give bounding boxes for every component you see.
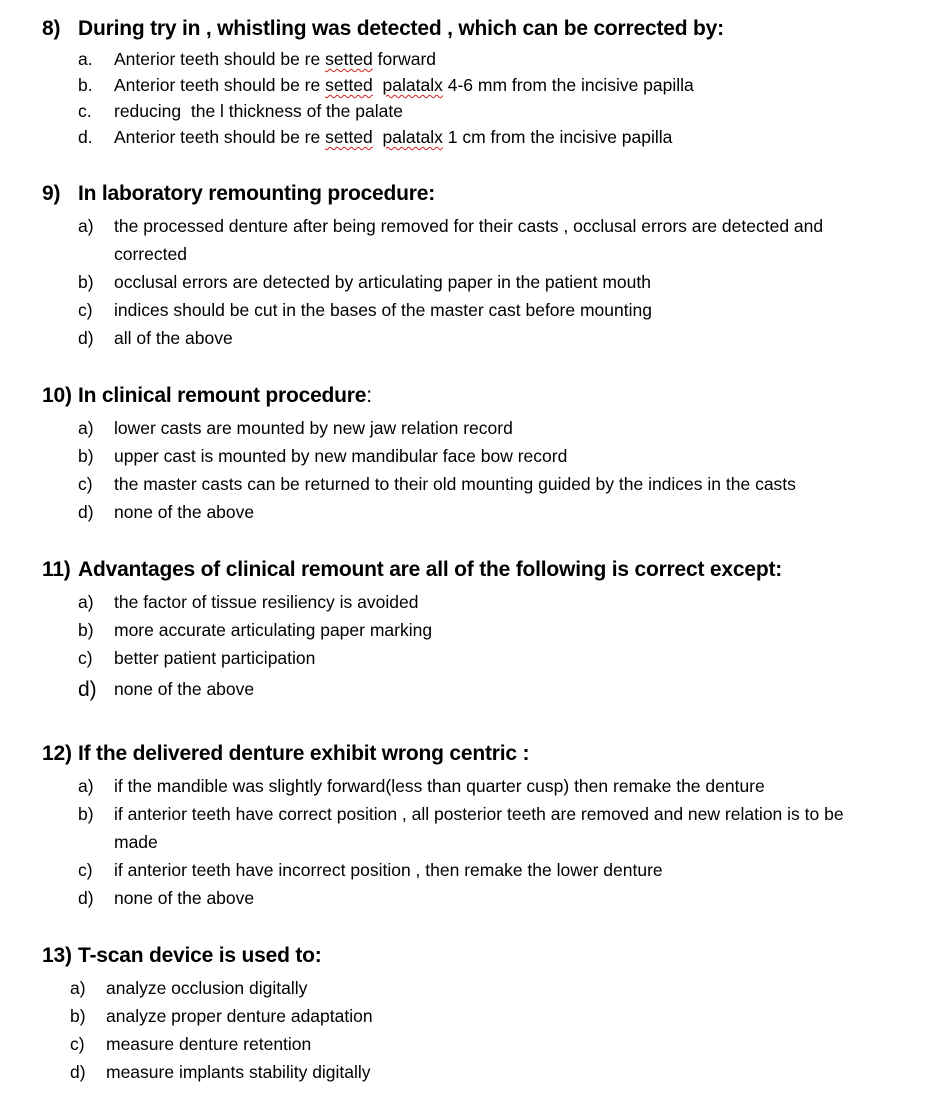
option-text: occlusal errors are detected by articulating paper in the patient mouth — [114, 272, 651, 292]
option-text: lower casts are mounted by new jaw relation record — [114, 418, 513, 438]
question-title — [42, 556, 874, 584]
question-12 — [42, 740, 874, 912]
option-b — [42, 268, 874, 296]
option-c — [42, 644, 874, 672]
option-text: better patient participation — [114, 648, 316, 668]
option-d — [42, 884, 874, 912]
spellcheck-word: palatalx — [382, 75, 443, 95]
option-label: c) — [78, 648, 93, 668]
option-text: if the mandible was slightly forward(less than quarter cusp) then remake the denture — [114, 776, 765, 796]
option-text: the factor of tissue resiliency is avoided — [114, 592, 419, 612]
option-label: b) — [78, 804, 94, 824]
question-text: T-scan device is used to: — [78, 944, 322, 967]
option-b — [42, 72, 874, 98]
option-d — [42, 498, 874, 526]
option-b — [42, 1002, 866, 1030]
option-a — [42, 772, 874, 800]
option-text: the processed denture after being removed for their casts , occlusal errors are detected and corrected — [114, 216, 824, 264]
option-label: d) — [78, 328, 94, 348]
option-label: b) — [78, 446, 94, 466]
option-c — [42, 856, 874, 884]
option-label: d) — [78, 678, 97, 701]
option-a — [42, 414, 874, 442]
option-a — [42, 588, 874, 616]
option-label: c) — [78, 474, 93, 494]
option-a — [42, 46, 874, 72]
option-label: c) — [70, 1034, 85, 1054]
option-text: Anterior teeth should be re setted palatalx 4-6 mm from the incisive papilla — [114, 75, 694, 95]
option-text: analyze occlusion digitally — [106, 978, 308, 998]
options-list — [42, 588, 874, 706]
spellcheck-word: palatalx — [382, 127, 443, 147]
option-text: analyze proper denture adaptation — [106, 1006, 373, 1026]
option-d — [42, 1058, 866, 1086]
option-text: measure denture retention — [106, 1034, 312, 1054]
option-a — [42, 212, 874, 268]
question-number: 12) — [42, 742, 72, 765]
question-title — [42, 942, 866, 970]
option-label: b) — [78, 620, 94, 640]
option-text: the master casts can be returned to their old mounting guided by the indices in the casts — [114, 474, 796, 494]
question-text: In clinical remount procedure — [78, 384, 367, 407]
option-d — [42, 672, 874, 706]
option-c — [42, 1030, 866, 1058]
question-title — [42, 15, 874, 43]
question-number: 11) — [42, 558, 71, 581]
options-list — [42, 772, 874, 912]
option-c — [42, 470, 874, 498]
question-11 — [42, 556, 874, 706]
option-label: d) — [78, 502, 94, 522]
option-text: more accurate articulating paper marking — [114, 620, 433, 640]
question-title — [42, 740, 874, 768]
option-label: a) — [78, 216, 94, 236]
option-text: none of the above — [114, 888, 255, 908]
question-number: 8) — [42, 17, 61, 40]
option-text: none of the above — [114, 502, 255, 522]
options-list — [42, 414, 874, 526]
question-number: 9) — [42, 182, 61, 205]
spellcheck-word: setted — [325, 127, 373, 147]
options-list — [42, 212, 874, 352]
option-c — [42, 98, 874, 124]
option-b — [42, 616, 874, 644]
option-label: c. — [78, 101, 92, 121]
question-text: If the delivered denture exhibit wrong centric : — [78, 742, 530, 765]
option-label: d) — [70, 1062, 86, 1082]
option-label: a) — [78, 776, 94, 796]
options-list — [42, 974, 866, 1086]
question-13 — [42, 942, 866, 1086]
question-suffix: : — [366, 384, 372, 407]
question-number: 10) — [42, 384, 72, 407]
option-label: d. — [78, 127, 93, 147]
question-title — [42, 180, 874, 208]
option-label: a. — [78, 49, 93, 69]
option-text: upper cast is mounted by new mandibular face bow record — [114, 446, 568, 466]
option-b — [42, 442, 874, 470]
option-a — [42, 974, 866, 1002]
option-text: Anterior teeth should be re setted forward — [114, 49, 437, 69]
option-label: b) — [78, 272, 94, 292]
option-d — [42, 324, 874, 352]
option-label: c) — [78, 860, 93, 880]
question-title — [42, 382, 874, 410]
option-label: d) — [78, 888, 94, 908]
question-text: Advantages of clinical remount are all of the following is correct except: — [78, 558, 783, 581]
question-10 — [42, 382, 874, 526]
question-number: 13) — [42, 944, 72, 967]
option-text: if anterior teeth have correct position , all posterior teeth are removed and new relation is to be made — [114, 804, 844, 852]
option-text: measure implants stability digitally — [106, 1062, 371, 1082]
options-list — [42, 46, 874, 150]
question-8 — [42, 15, 874, 150]
question-text: During try in , whistling was detected , which can be corrected by: — [78, 17, 724, 40]
spellcheck-word: setted — [325, 75, 373, 95]
option-label: b. — [78, 75, 93, 95]
question-9 — [42, 180, 874, 352]
option-text: all of the above — [114, 328, 233, 348]
option-text: reducing the l thickness of the palate — [114, 101, 403, 121]
question-text: In laboratory remounting procedure: — [78, 182, 436, 205]
option-label: a) — [78, 418, 94, 438]
option-c — [42, 296, 874, 324]
option-b — [42, 800, 874, 856]
option-text: if anterior teeth have incorrect position , then remake the lower denture — [114, 860, 663, 880]
option-d — [42, 124, 874, 150]
option-text: indices should be cut in the bases of the master cast before mounting — [114, 300, 652, 320]
option-label: b) — [70, 1006, 86, 1026]
option-label: a) — [70, 978, 86, 998]
spellcheck-word: setted — [325, 49, 373, 69]
option-text: none of the above — [114, 679, 255, 699]
option-label: c) — [78, 300, 93, 320]
option-text: Anterior teeth should be re setted palatalx 1 cm from the incisive papilla — [114, 127, 673, 147]
option-label: a) — [78, 592, 94, 612]
